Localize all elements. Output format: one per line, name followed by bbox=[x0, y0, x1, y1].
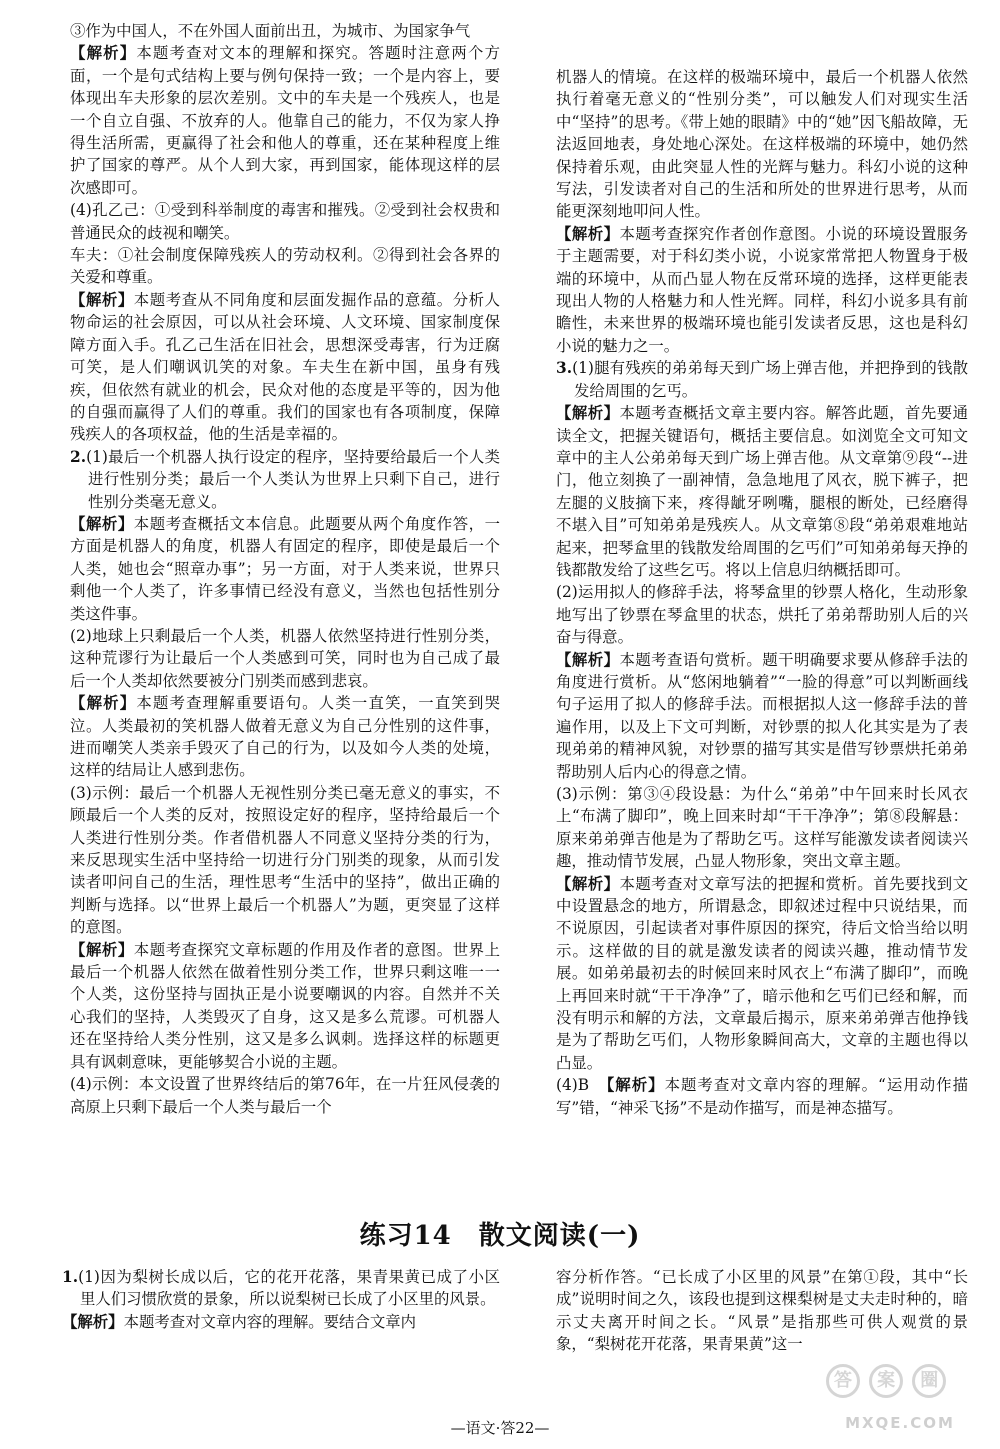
spacer bbox=[589, 1076, 606, 1094]
paragraph-text: 本题考查语句赏析。题干明确要求要从修辞手法的角度进行赏析。从“悠闲地躺着”“一脸的得意”可以判断画线句子运用了拟人的修辞手法。而根据拟人这一修辞手法的普遍作用，以及上下文可判断，对钞票的拟人化其实是为了表现弟弟的精神风貌，对钞票的描写其实是借写钞票烘托弟弟帮助别人后内心的得意之情。 bbox=[556, 650, 968, 781]
answer-paragraph bbox=[70, 1073, 500, 1118]
analysis-tag: 【解析】 bbox=[70, 44, 137, 63]
answer-paragraph bbox=[556, 649, 968, 783]
right-column-top bbox=[556, 66, 968, 1119]
answer-paragraph bbox=[70, 692, 500, 782]
watermark-char: 圈 bbox=[912, 1364, 946, 1398]
analysis-tag: 【解析】 bbox=[70, 514, 134, 533]
answer-paragraph bbox=[70, 289, 500, 446]
answer-paragraph bbox=[70, 244, 500, 289]
right-column-bottom bbox=[556, 1266, 968, 1356]
paragraph-text: (4)孔乙己：①受到科举制度的毒害和摧残。②受到社会权贵和普通民众的歧视和嘲笑。 bbox=[70, 201, 500, 242]
paragraph-text: 本题考查对文章写法的把握和赏析。首先要找到文中设置悬念的地方，所谓悬念，即叙述过程中只说结果，而不说原因，引起读者对事件原因的探究，待后文恰当给以明示。这样做的目的就是激发读者的阅读兴趣，推动情节发展。如弟弟最初去的时候回来时风衣上“布满了脚印”，而晚上再回来时就“干干净净”了，暗示他和乞丐们已经和解，而没有明示和解的方法，文章最后揭示，原来弟弟弹吉他挣钱是为了帮助乞丐们，人物形象瞬间高大，文章的主题也得以凸显。 bbox=[556, 874, 968, 1072]
analysis-tag: 【解析】 bbox=[556, 224, 620, 243]
paragraph-text: (2)地球上只剩最后一个人类，机器人依然坚持进行性别分类，这种荒谬行为让最后一个人类感到可笑，同时也为自己成了最后一个人类却依然要被分门别类而感到悲哀。 bbox=[70, 626, 500, 690]
answer-paragraph bbox=[70, 625, 500, 692]
paragraph-text: 本题考查探究作者创作意图。小说的环境设置服务于主题需要，对于科幻类小说，小说家常常把人物置身于极端的环境中，从而凸显人物在反常环境的选择，这样更能表现出人物的人格魅力和人性光辉。同样，科幻小说多具有前瞻性，未来世界的极端环境也能引发读者反思，这也是科幻小说的魅力之一。 bbox=[556, 224, 968, 355]
paragraph-text: (4)示例：本文设置了世界终结后的第76年，在一片狂风侵袭的高原上只剩下最后一个人类与最后一个 bbox=[70, 1075, 500, 1116]
answer-paragraph bbox=[70, 513, 500, 625]
answer-paragraph bbox=[556, 1074, 968, 1119]
watermark-site: MXQE.COM bbox=[845, 1414, 955, 1432]
paragraph-text: 本题考查探究文章标题的作用及作者的意图。世界上最后一个机器人依然在做着性别分类工作，世界只剩这唯一一个人类，这份坚持与固执正是小说要嘲讽的内容。自然并不关心我们的坚持，人类毁灭了自身，这又是多么荒谬。可机器人还在坚持给人类分性别，这又是多么讽刺。选择这样的标题更具有讽刺意味，更能够契合小说的主题。 bbox=[70, 940, 500, 1071]
paragraph-text: 本题考查对文本的理解和探究。答题时注意两个方面，一个是句式结构上要与例句保持一致；一个是内容上，要体现出车夫形象的层次差别。文中的车夫是一个残疾人，也是一个自立自强、不放弃的人。他靠自己的能力，不仅为家人挣得生活所需，更赢得了社会和他人的尊重，还在某种程度上维护了国家的尊严。从个人到大家，再到国家，能体现这样的层次感即可。 bbox=[70, 44, 500, 197]
page-footer: —语文·答22— bbox=[450, 1419, 550, 1437]
answer-paragraph bbox=[556, 402, 968, 581]
answer-paragraph bbox=[556, 357, 968, 402]
answer-paragraph bbox=[556, 581, 968, 648]
answer-paragraph bbox=[556, 873, 968, 1075]
paragraph-text: 本题考查对文章内容的理解。“运用动作描写”错，“神采飞扬”不是动作描写，而是神态描写。 bbox=[556, 1076, 968, 1117]
answer-paragraph bbox=[70, 782, 500, 939]
answer-paragraph bbox=[70, 199, 500, 244]
answer-paragraph bbox=[556, 783, 968, 873]
paragraph-text: (3)示例：最后一个机器人无视性别分类已毫无意义的事实，不顾最后一个人类的反对，按照设定好的程序，坚持给最后一个人类进行性别分类。作者借机器人不同意义坚持分类的行为，来反思现实生活中坚持给一切进行分门别类的现象，从而引发读者叩问自己的生活，理性思考“生活中的坚持”，做出正确的判断与选择。以“世界上最后一个机器人”为题，更突显了这样的意图。 bbox=[70, 783, 500, 937]
watermark-circles bbox=[824, 1360, 976, 1412]
analysis-tag: 【解析】 bbox=[606, 1076, 665, 1095]
analysis-tag: 【解析】 bbox=[70, 694, 137, 713]
answer-paragraph bbox=[62, 1311, 500, 1333]
answer-paragraph bbox=[70, 446, 500, 513]
paragraph-text: 本题考查对文章内容的理解。要结合文章内 bbox=[123, 1312, 417, 1331]
answer-paragraph bbox=[556, 1266, 968, 1356]
analysis-tag: 【解析】 bbox=[556, 650, 620, 669]
answer-paragraph bbox=[62, 1266, 500, 1311]
watermark-char: 案 bbox=[869, 1364, 903, 1398]
paragraph-text: (3)示例：第③④段设悬：为什么“弟弟”中午回来时长风衣上“布满了脚印”，晚上回来时却“干干净净”；第⑧段解悬：原来弟弟弹吉他是为了帮助乞丐。这样写能激发读者阅读兴趣，推动情节发展，凸显人物形象，突出文章主题。 bbox=[556, 785, 968, 871]
analysis-tag: 【解析】 bbox=[70, 290, 134, 309]
answer-paragraph bbox=[556, 223, 968, 357]
paragraph-text: 容分析作答。“已长成了小区里的风景”在第①段，其中“长成”说明时间之久，该段也提到这棵梨树是丈夫走时种的，暗示丈夫离开时间之长。“风景”是指那些可供人观赏的景象，“梨树花开花落，果青果黄”这一 bbox=[556, 1268, 968, 1354]
answer-paragraph bbox=[70, 20, 500, 42]
paragraph-text: 车夫：①社会制度保障残疾人的劳动权利。②得到社会各界的关爱和尊重。 bbox=[70, 246, 500, 287]
paragraph-text: (1)最后一个机器人执行设定的程序，坚持要给最后一个人类进行性别分类；最后一个人类认为世界上只剩下自己，进行性别分类毫无意义。 bbox=[86, 447, 500, 511]
analysis-tag: 【解析】 bbox=[556, 874, 620, 893]
paragraph-text: (1)腿有残疾的弟弟每天到广场上弹吉他，并把挣到的钱散发给周围的乞丐。 bbox=[572, 359, 968, 400]
paragraph-text: ③作为中国人，不在外国人面前出丑，为城市、为国家争气 bbox=[70, 22, 471, 40]
answer-paragraph bbox=[70, 42, 500, 199]
section-title: 练习14 散文阅读(一) bbox=[359, 1221, 641, 1251]
analysis-tag: 【解析】 bbox=[62, 1312, 124, 1331]
paragraph-text: 本题考查概括文章主要内容。解答此题，首先要通读全文，把握关键语句，概括主要信息。如浏览全文可知文章中的主人公弟弟每天到广场上弹吉他。从文章第⑨段“--进门，他立刻换了一副神情，急急地甩了风衣，脱下裤子，把左腿的义肢摘下来，疼得龇牙咧嘴，腿根的断处，已经磨得不堪入目”可知弟弟是残疾人。从文章第⑧段“弟弟艰难地站起来，把琴盒里的钱散发给周围的乞丐们”可知弟弟每天挣的钱都散发给了这些乞丐。将以上信息归纳概括即可。 bbox=[556, 404, 968, 579]
answer-paragraph bbox=[556, 66, 968, 223]
analysis-tag: 【解析】 bbox=[70, 940, 134, 959]
left-column-top bbox=[70, 20, 500, 1118]
watermark-char: 答 bbox=[826, 1364, 860, 1398]
paragraph-text: 本题考查从不同角度和层面发掘作品的意蕴。分析人物命运的社会原因，可以从社会环境、人文环境、国家制度保障方面入手。孔乙己生活在旧社会，思想深受毒害，行为迂腐可笑，是人们嘲讽讥笑的对象。车夫生在新中国，虽身有残疾，但依然有就业的机会，民众对他的态度是平等的，因为他的自强而赢得了人们的尊重。我们的国家也有各项制度，保障残疾人的各项权益，他的生活是幸福的。 bbox=[70, 290, 500, 444]
answer-paragraph bbox=[70, 939, 500, 1073]
paragraph-text: 本题考查理解重要语句。人类一直笑，一直笑到哭泣。人类最初的笑机器人做着无意义为自己分性别的这件事，进而嘲笑人类亲手毁灭了自己的行为，以及如今人类的处境，这样的结局让人感到悲伤。 bbox=[70, 694, 500, 780]
question-number: 1. bbox=[62, 1268, 79, 1286]
analysis-tag: 【解析】 bbox=[556, 404, 620, 423]
left-column-bottom bbox=[62, 1266, 500, 1333]
question-number: 2. bbox=[70, 447, 87, 466]
watermark-logo bbox=[820, 1360, 980, 1442]
paragraph-text: (2)运用拟人的修辞手法，将琴盒里的钞票人格化，生动形象地写出了钞票在琴盒里的状态，烘托了弟弟帮助别人后的兴奋与得意。 bbox=[556, 583, 968, 647]
paragraph-text: 机器人的情境。在这样的极端环境中，最后一个机器人依然执行着毫无意义的“性别分类”，可以触发人们对现实生活中“坚持”的思考。《带上她的眼睛》中的“她”因飞船故障，无法返回地表，身处地心深处。在这样极端的环境中，她仍然保持着乐观，由此突显人性的光辉与魅力。科幻小说的这种写法，引发读者对自己的生活和所处的世界进行思考，从而能更深刻地叩问人性。 bbox=[556, 68, 968, 221]
question-number: 3. bbox=[556, 359, 573, 378]
paragraph-text: 本题考查概括文本信息。此题要从两个角度作答，一方面是机器人的角度，机器人有固定的程序，即使是最后一个人类，她也会“照章办事”；另一方面，对于人类来说，世界只剩他一个人类了，许多事情已经没有意义，当然也包括性别分类这件事。 bbox=[70, 514, 500, 623]
paragraph-text: (1)因为梨树长成以后，它的花开花落，果青果黄已成了小区里人们习惯欣赏的景象，所以说梨树已长成了小区里的风景。 bbox=[78, 1268, 500, 1309]
paragraph-text: (4)B bbox=[556, 1076, 590, 1095]
